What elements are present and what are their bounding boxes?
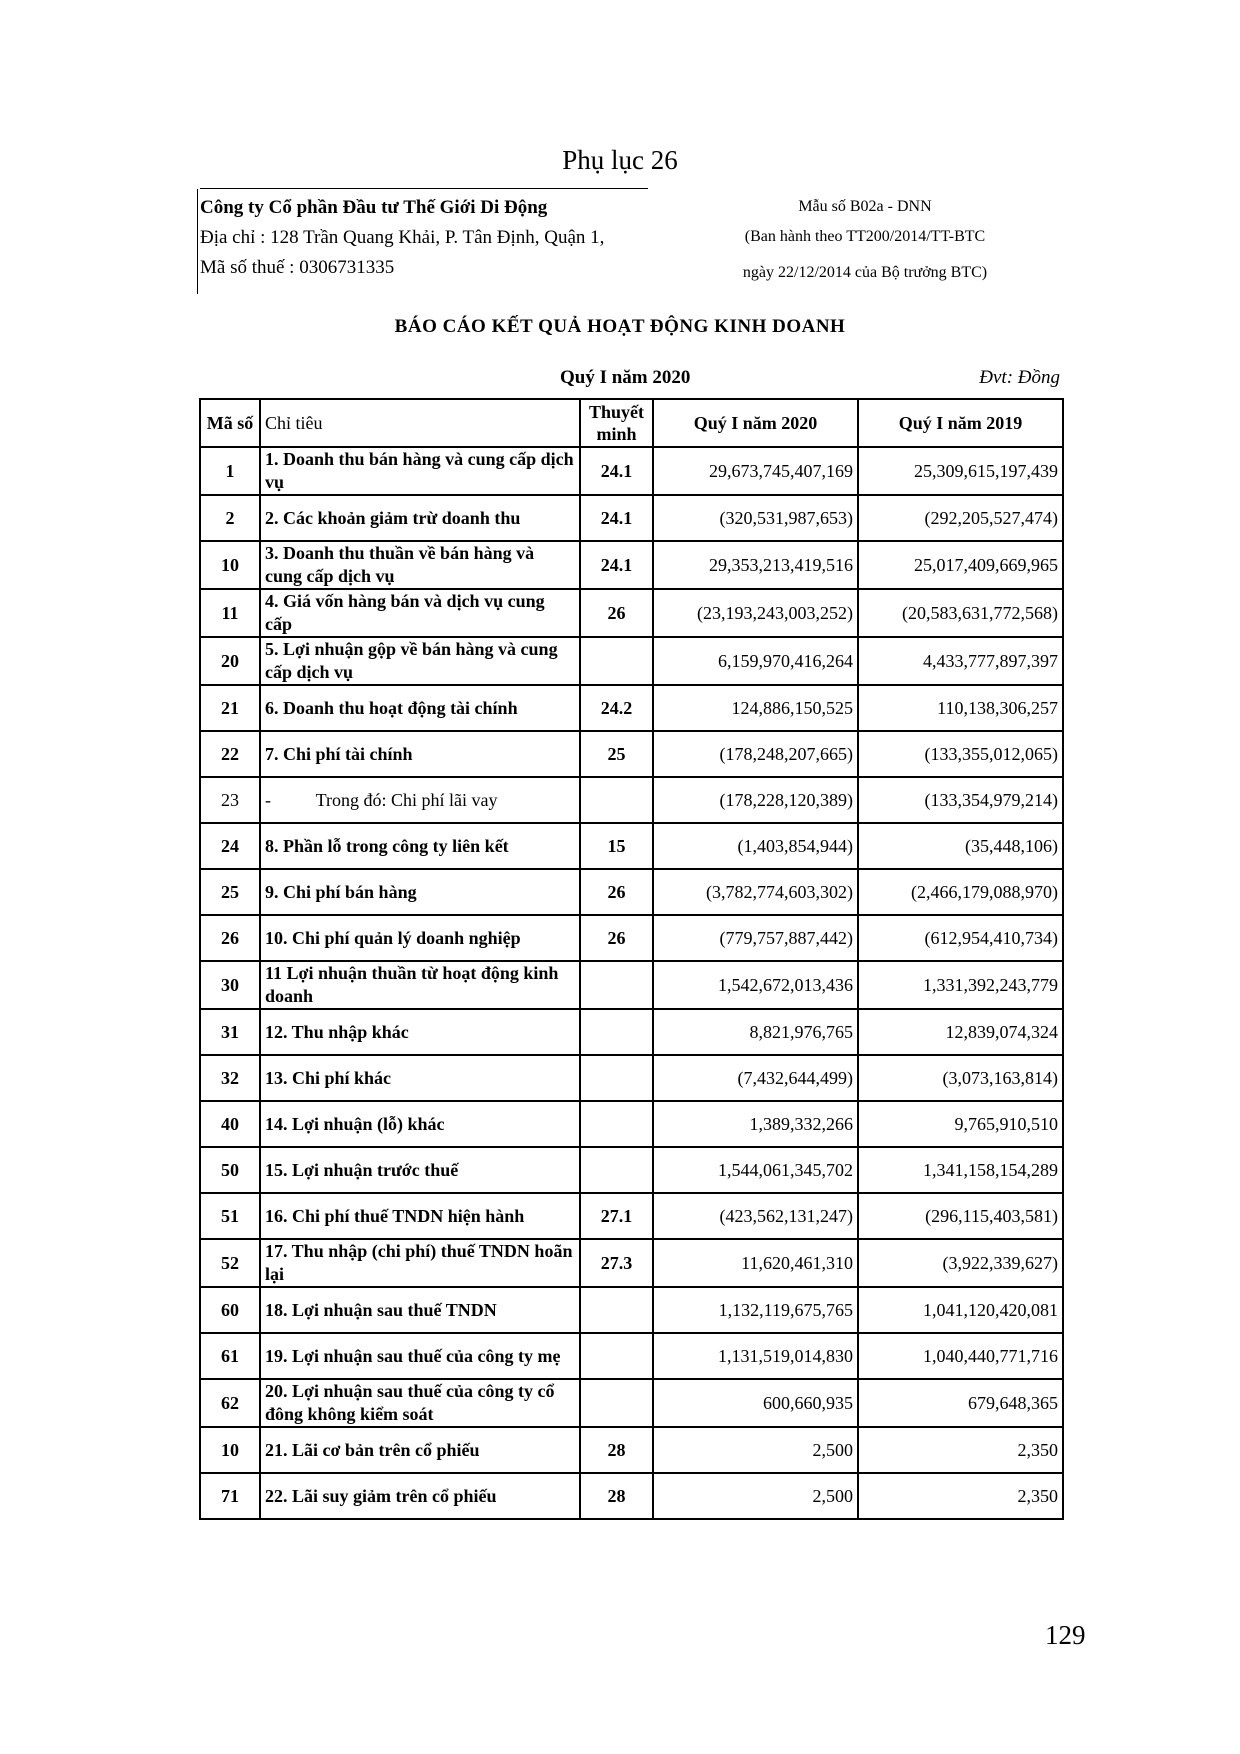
row-name: 11 Lợi nhuận thuần từ hoạt động kinh doanh — [260, 961, 580, 1009]
row-name: 20. Lợi nhuận sau thuế của công ty cổ đông không kiểm soát — [260, 1379, 580, 1427]
row-q1-2019: 1,331,392,243,779 — [858, 961, 1063, 1009]
company-info — [200, 188, 648, 283]
row-q1-2019: 1,041,120,420,081 — [858, 1287, 1063, 1333]
row-note: 27.1 — [580, 1193, 653, 1239]
row-note — [580, 1287, 653, 1333]
row-name: 19. Lợi nhuận sau thuế của công ty mẹ — [260, 1333, 580, 1379]
page-number: 129 — [1045, 1620, 1086, 1650]
row-code: 32 — [200, 1055, 260, 1101]
row-note — [580, 1379, 653, 1427]
row-name: 3. Doanh thu thuần về bán hàng và cung cấp dịch vụ — [260, 541, 580, 589]
row-q1-2019: 2,350 — [858, 1427, 1063, 1473]
row-name: 22. Lãi suy giảm trên cổ phiếu — [260, 1473, 580, 1519]
table-row — [200, 915, 1063, 961]
row-q1-2020: 124,886,150,525 — [653, 685, 858, 731]
row-name: 8. Phần lỗ trong công ty liên kết — [260, 823, 580, 869]
row-note — [580, 637, 653, 685]
row-q1-2019: 25,309,615,197,439 — [858, 447, 1063, 495]
row-note: 26 — [580, 915, 653, 961]
row-q1-2019: 25,017,409,669,965 — [858, 541, 1063, 589]
row-code: 62 — [200, 1379, 260, 1427]
row-q1-2019: 1,040,440,771,716 — [858, 1333, 1063, 1379]
row-q1-2020: 2,500 — [653, 1473, 858, 1519]
row-name: 1. Doanh thu bán hàng và cung cấp dịch vụ — [260, 447, 580, 495]
row-name: 12. Thu nhập khác — [260, 1009, 580, 1055]
row-note: 28 — [580, 1427, 653, 1473]
row-q1-2020: 1,544,061,345,702 — [653, 1147, 858, 1193]
row-name: 9. Chi phí bán hàng — [260, 869, 580, 915]
row-name: 21. Lãi cơ bản trên cổ phiếu — [260, 1427, 580, 1473]
row-note: 24.2 — [580, 685, 653, 731]
row-code: 10 — [200, 1427, 260, 1473]
row-code: 2 — [200, 495, 260, 541]
row-code: 50 — [200, 1147, 260, 1193]
currency-unit: Đvt: Đồng — [979, 367, 1060, 388]
row-q1-2019: (612,954,410,734) — [858, 915, 1063, 961]
row-q1-2020: (320,531,987,653) — [653, 495, 858, 541]
row-q1-2019: (133,355,012,065) — [858, 731, 1063, 777]
row-name: 7. Chi phí tài chính — [260, 731, 580, 777]
company-tax-code: Mã số thuế : 0306731335 — [200, 257, 395, 278]
row-q1-2019: (35,448,106) — [858, 823, 1063, 869]
row-name: 17. Thu nhập (chi phí) thuế TNDN hoãn lại — [260, 1239, 580, 1287]
table-row — [200, 823, 1063, 869]
row-code: 51 — [200, 1193, 260, 1239]
report-title: BÁO CÁO KẾT QUẢ HOẠT ĐỘNG KINH DOANH — [394, 316, 846, 337]
row-note: 28 — [580, 1473, 653, 1519]
row-q1-2019: (2,466,179,088,970) — [858, 869, 1063, 915]
report-period: Quý I năm 2020 — [560, 367, 691, 388]
row-code: 71 — [200, 1473, 260, 1519]
table-row — [200, 637, 1063, 685]
table-row — [200, 1427, 1063, 1473]
row-code: 60 — [200, 1287, 260, 1333]
row-q1-2020: 29,353,213,419,516 — [653, 541, 858, 589]
row-note — [580, 1147, 653, 1193]
table-row — [200, 1101, 1063, 1147]
header-name: Chỉ tiêu — [260, 399, 580, 447]
row-note: 24.1 — [580, 495, 653, 541]
row-q1-2020: 1,131,519,014,830 — [653, 1333, 858, 1379]
row-code: 1 — [200, 447, 260, 495]
row-note — [580, 1009, 653, 1055]
row-q1-2020: 1,542,672,013,436 — [653, 961, 858, 1009]
form-code: Mẫu số B02a - DNN — [798, 198, 932, 215]
row-q1-2020: 29,673,745,407,169 — [653, 447, 858, 495]
table-row — [200, 1473, 1063, 1519]
row-q1-2019: (20,583,631,772,568) — [858, 589, 1063, 637]
row-q1-2020: (7,432,644,499) — [653, 1055, 858, 1101]
row-q1-2019: 679,648,365 — [858, 1379, 1063, 1427]
row-name: 16. Chi phí thuế TNDN hiện hành — [260, 1193, 580, 1239]
row-q1-2019: (292,205,527,474) — [858, 495, 1063, 541]
row-code: 52 — [200, 1239, 260, 1287]
row-q1-2020: (23,193,243,003,252) — [653, 589, 858, 637]
row-q1-2020: (178,228,120,389) — [653, 777, 858, 823]
row-q1-2020: (779,757,887,442) — [653, 915, 858, 961]
header-code: Mã số — [200, 399, 260, 447]
row-name: 15. Lợi nhuận trước thuế — [260, 1147, 580, 1193]
row-q1-2020: (3,782,774,603,302) — [653, 869, 858, 915]
row-code: 25 — [200, 869, 260, 915]
row-name: 6. Doanh thu hoạt động tài chính — [260, 685, 580, 731]
row-note: 26 — [580, 869, 653, 915]
row-q1-2019: 4,433,777,897,397 — [858, 637, 1063, 685]
row-name: 10. Chi phí quản lý doanh nghiệp — [260, 915, 580, 961]
row-note — [580, 961, 653, 1009]
row-note: 25 — [580, 731, 653, 777]
table-row — [200, 869, 1063, 915]
row-name: 13. Chi phí khác — [260, 1055, 580, 1101]
row-note — [580, 777, 653, 823]
row-q1-2019: 1,341,158,154,289 — [858, 1147, 1063, 1193]
row-q1-2020: 1,389,332,266 — [653, 1101, 858, 1147]
row-q1-2020: (1,403,854,944) — [653, 823, 858, 869]
row-q1-2020: 8,821,976,765 — [653, 1009, 858, 1055]
row-q1-2020: (178,248,207,665) — [653, 731, 858, 777]
company-divider — [197, 189, 198, 294]
table-row — [200, 1379, 1063, 1427]
row-code: 10 — [200, 541, 260, 589]
table-row — [200, 589, 1063, 637]
row-code: 22 — [200, 731, 260, 777]
row-code: 20 — [200, 637, 260, 685]
row-note: 24.1 — [580, 447, 653, 495]
company-address: Địa chỉ : 128 Trần Quang Khải, P. Tân Định, Quận 1, — [200, 227, 605, 248]
row-name: 18. Lợi nhuận sau thuế TNDN — [260, 1287, 580, 1333]
row-note — [580, 1101, 653, 1147]
table-row — [200, 1055, 1063, 1101]
table-row — [200, 961, 1063, 1009]
table-row — [200, 777, 1063, 823]
row-code: 23 — [200, 777, 260, 823]
row-q1-2020: 1,132,119,675,765 — [653, 1287, 858, 1333]
row-q1-2019: 110,138,306,257 — [858, 685, 1063, 731]
row-note: 27.3 — [580, 1239, 653, 1287]
table-row — [200, 1147, 1063, 1193]
form-info — [700, 192, 1030, 288]
row-code: 21 — [200, 685, 260, 731]
row-q1-2019: (133,354,979,214) — [858, 777, 1063, 823]
form-issued: (Ban hành theo TT200/2014/TT-BTC — [744, 228, 986, 245]
row-name: 14. Lợi nhuận (lỗ) khác — [260, 1101, 580, 1147]
header-q1-2019: Quý I năm 2019 — [858, 399, 1063, 447]
row-note — [580, 1333, 653, 1379]
appendix-title: Phụ lục 26 — [562, 145, 678, 175]
table-row — [200, 447, 1063, 495]
row-note: 24.1 — [580, 541, 653, 589]
row-q1-2020: (423,562,131,247) — [653, 1193, 858, 1239]
company-name: Công ty Cổ phần Đầu tư Thế Giới Di Động — [200, 197, 548, 218]
row-note — [580, 1055, 653, 1101]
row-code: 11 — [200, 589, 260, 637]
row-q1-2019: (3,922,339,627) — [858, 1239, 1063, 1287]
table-row — [200, 1009, 1063, 1055]
income-statement-table — [199, 398, 1064, 1520]
table-row — [200, 1193, 1063, 1239]
row-code: 24 — [200, 823, 260, 869]
row-name: 2. Các khoản giảm trừ doanh thu — [260, 495, 580, 541]
header-q1-2020: Quý I năm 2020 — [653, 399, 858, 447]
table-row — [200, 1239, 1063, 1287]
table-row — [200, 495, 1063, 541]
row-code: 31 — [200, 1009, 260, 1055]
row-name: 4. Giá vốn hàng bán và dịch vụ cung cấp — [260, 589, 580, 637]
row-note: 26 — [580, 589, 653, 637]
table-row — [200, 685, 1063, 731]
table-row — [200, 1287, 1063, 1333]
row-q1-2019: (3,073,163,814) — [858, 1055, 1063, 1101]
table-row — [200, 541, 1063, 589]
row-q1-2020: 600,660,935 — [653, 1379, 858, 1427]
row-q1-2019: 2,350 — [858, 1473, 1063, 1519]
row-name: - Trong đó: Chi phí lãi vay — [260, 777, 580, 823]
table-row — [200, 1333, 1063, 1379]
form-date: ngày 22/12/2014 của Bộ trưởng BTC) — [742, 264, 988, 281]
row-q1-2019: (296,115,403,581) — [858, 1193, 1063, 1239]
row-code: 40 — [200, 1101, 260, 1147]
row-q1-2019: 9,765,910,510 — [858, 1101, 1063, 1147]
row-code: 61 — [200, 1333, 260, 1379]
header-note: Thuyết minh — [580, 399, 653, 447]
row-name: 5. Lợi nhuận gộp về bán hàng và cung cấp dịch vụ — [260, 637, 580, 685]
row-q1-2020: 6,159,970,416,264 — [653, 637, 858, 685]
table-row — [200, 731, 1063, 777]
row-code: 30 — [200, 961, 260, 1009]
row-q1-2019: 12,839,074,324 — [858, 1009, 1063, 1055]
row-code: 26 — [200, 915, 260, 961]
table-header-row — [200, 399, 1063, 447]
row-q1-2020: 11,620,461,310 — [653, 1239, 858, 1287]
row-note: 15 — [580, 823, 653, 869]
row-q1-2020: 2,500 — [653, 1427, 858, 1473]
